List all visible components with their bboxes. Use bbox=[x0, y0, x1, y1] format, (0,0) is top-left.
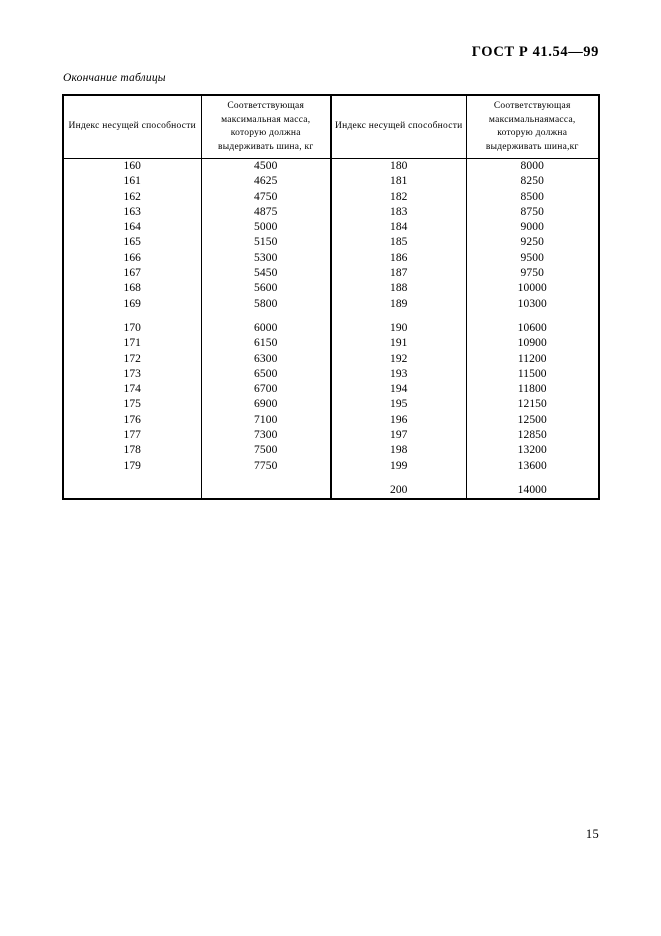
table-row bbox=[63, 174, 599, 189]
cell-mass-left: 5150 bbox=[201, 235, 331, 250]
cell-mass-right: 14000 bbox=[466, 483, 599, 499]
header-line-1: Соответствующая bbox=[227, 101, 305, 111]
table-row bbox=[63, 321, 599, 336]
cell-mass-right: 10900 bbox=[466, 336, 599, 351]
cell-mass-right: 8250 bbox=[466, 174, 599, 189]
spacer-cell bbox=[331, 474, 466, 483]
cell-index-left: 175 bbox=[63, 397, 201, 412]
cell-index-right: 180 bbox=[331, 159, 466, 175]
cell-mass-right: 13200 bbox=[466, 443, 599, 458]
table-row bbox=[63, 297, 599, 312]
cell-mass-right: 8750 bbox=[466, 205, 599, 220]
cell-mass-left: 5300 bbox=[201, 251, 331, 266]
table-body bbox=[63, 159, 599, 500]
table-row-final bbox=[63, 483, 599, 499]
cell-mass-left: 4625 bbox=[201, 174, 331, 189]
spacer-cell bbox=[63, 474, 201, 483]
table-row bbox=[63, 205, 599, 220]
header-line-3: которую должна bbox=[230, 128, 301, 138]
cell-index-left: 168 bbox=[63, 281, 201, 296]
cell-index-right: 190 bbox=[331, 321, 466, 336]
table-row bbox=[63, 251, 599, 266]
table-row bbox=[63, 459, 599, 474]
cell-mass-left: 4750 bbox=[201, 190, 331, 205]
cell-mass-right: 9500 bbox=[466, 251, 599, 266]
header-line-3: которую должна bbox=[497, 128, 568, 138]
cell-index-right: 183 bbox=[331, 205, 466, 220]
cell-index-right: 191 bbox=[331, 336, 466, 351]
cell-index-right: 192 bbox=[331, 352, 466, 367]
cell-mass-right: 11500 bbox=[466, 367, 599, 382]
load-index-table bbox=[62, 94, 600, 500]
table-row bbox=[63, 443, 599, 458]
cell-index-left: 176 bbox=[63, 413, 201, 428]
table-row bbox=[63, 190, 599, 205]
cell-index-left: 165 bbox=[63, 235, 201, 250]
page-number: 15 bbox=[585, 827, 599, 841]
cell-mass-left: 7750 bbox=[201, 459, 331, 474]
table-row bbox=[63, 413, 599, 428]
cell-mass-right: 10000 bbox=[466, 281, 599, 296]
cell-mass-right: 12850 bbox=[466, 428, 599, 443]
cell-index-left: 169 bbox=[63, 297, 201, 312]
cell-mass-left: 6700 bbox=[201, 382, 331, 397]
cell-mass-left-empty bbox=[201, 483, 331, 499]
header-line-4: выдерживать шина, кг bbox=[218, 141, 314, 152]
cell-index-left: 164 bbox=[63, 220, 201, 235]
cell-index-left: 163 bbox=[63, 205, 201, 220]
cell-index-left: 162 bbox=[63, 190, 201, 205]
spacer-cell bbox=[63, 312, 201, 321]
column-header-index-right: Индекс несущей способности bbox=[331, 95, 466, 159]
table-row bbox=[63, 266, 599, 281]
cell-mass-left: 7100 bbox=[201, 413, 331, 428]
cell-index-right: 197 bbox=[331, 428, 466, 443]
cell-mass-right: 10600 bbox=[466, 321, 599, 336]
spacer-cell bbox=[201, 312, 331, 321]
cell-index-right: 187 bbox=[331, 266, 466, 281]
cell-index-right: 181 bbox=[331, 174, 466, 189]
cell-mass-left: 5800 bbox=[201, 297, 331, 312]
cell-index-left: 167 bbox=[63, 266, 201, 281]
cell-index-left: 166 bbox=[63, 251, 201, 266]
cell-mass-right: 9750 bbox=[466, 266, 599, 281]
cell-mass-left: 4875 bbox=[201, 205, 331, 220]
cell-mass-left: 4500 bbox=[201, 159, 331, 175]
cell-index-left: 171 bbox=[63, 336, 201, 351]
cell-mass-right: 8500 bbox=[466, 190, 599, 205]
cell-index-left: 160 bbox=[63, 159, 201, 175]
header-line-4: выдерживать шина,кг bbox=[485, 141, 579, 152]
table-row bbox=[63, 281, 599, 296]
column-header-mass-left bbox=[201, 95, 331, 159]
spacer-cell bbox=[466, 474, 599, 483]
block-spacer-2 bbox=[63, 474, 599, 483]
cell-mass-left: 5600 bbox=[201, 281, 331, 296]
cell-mass-right: 11200 bbox=[466, 352, 599, 367]
cell-mass-right: 13600 bbox=[466, 459, 599, 474]
table-row bbox=[63, 235, 599, 250]
table-row bbox=[63, 159, 599, 175]
running-head: ГОСТ Р 41.54—99 bbox=[471, 44, 599, 60]
cell-index-left: 174 bbox=[63, 382, 201, 397]
cell-index-left: 172 bbox=[63, 352, 201, 367]
cell-mass-right: 9250 bbox=[466, 235, 599, 250]
block-spacer-1 bbox=[63, 312, 599, 321]
table-row bbox=[63, 397, 599, 412]
table-caption: Окончание таблицы bbox=[63, 72, 166, 84]
cell-mass-right: 12500 bbox=[466, 413, 599, 428]
header-line-2: максимальная масса, bbox=[221, 114, 311, 125]
cell-mass-right: 10300 bbox=[466, 297, 599, 312]
cell-mass-left: 7500 bbox=[201, 443, 331, 458]
header-line-1: Соответствующая bbox=[493, 101, 571, 111]
cell-mass-right: 11800 bbox=[466, 382, 599, 397]
cell-mass-right: 12150 bbox=[466, 397, 599, 412]
cell-index-left: 161 bbox=[63, 174, 201, 189]
table-container bbox=[62, 94, 598, 496]
cell-mass-right: 8000 bbox=[466, 159, 599, 175]
cell-index-left-empty bbox=[63, 483, 201, 499]
cell-index-left: 178 bbox=[63, 443, 201, 458]
cell-index-right: 199 bbox=[331, 459, 466, 474]
cell-mass-left: 6300 bbox=[201, 352, 331, 367]
table-row bbox=[63, 382, 599, 397]
table-row bbox=[63, 352, 599, 367]
cell-index-left: 173 bbox=[63, 367, 201, 382]
cell-mass-left: 5000 bbox=[201, 220, 331, 235]
header-line-2: максимальнаямасса, bbox=[488, 114, 576, 125]
cell-mass-left: 5450 bbox=[201, 266, 331, 281]
cell-index-right: 186 bbox=[331, 251, 466, 266]
cell-index-left: 179 bbox=[63, 459, 201, 474]
cell-index-right: 193 bbox=[331, 367, 466, 382]
cell-index-right: 198 bbox=[331, 443, 466, 458]
cell-index-left: 170 bbox=[63, 321, 201, 336]
cell-index-left: 177 bbox=[63, 428, 201, 443]
cell-index-right: 195 bbox=[331, 397, 466, 412]
cell-index-right: 188 bbox=[331, 281, 466, 296]
cell-mass-left: 7300 bbox=[201, 428, 331, 443]
table-head bbox=[63, 95, 599, 159]
cell-mass-left: 6000 bbox=[201, 321, 331, 336]
header-row bbox=[63, 95, 599, 159]
table-row bbox=[63, 220, 599, 235]
cell-index-right: 189 bbox=[331, 297, 466, 312]
spacer-cell bbox=[201, 474, 331, 483]
cell-index-right: 184 bbox=[331, 220, 466, 235]
column-header-mass-right bbox=[466, 95, 599, 159]
cell-index-right: 182 bbox=[331, 190, 466, 205]
cell-index-right: 185 bbox=[331, 235, 466, 250]
cell-mass-left: 6500 bbox=[201, 367, 331, 382]
cell-mass-left: 6900 bbox=[201, 397, 331, 412]
table-row bbox=[63, 367, 599, 382]
column-header-index-left: Индекс несущей способности bbox=[63, 95, 201, 159]
cell-index-right: 194 bbox=[331, 382, 466, 397]
cell-index-right: 196 bbox=[331, 413, 466, 428]
spacer-cell bbox=[466, 312, 599, 321]
cell-mass-left: 6150 bbox=[201, 336, 331, 351]
cell-index-right: 200 bbox=[331, 483, 466, 499]
table-row bbox=[63, 428, 599, 443]
cell-mass-right: 9000 bbox=[466, 220, 599, 235]
spacer-cell bbox=[331, 312, 466, 321]
table-row bbox=[63, 336, 599, 351]
